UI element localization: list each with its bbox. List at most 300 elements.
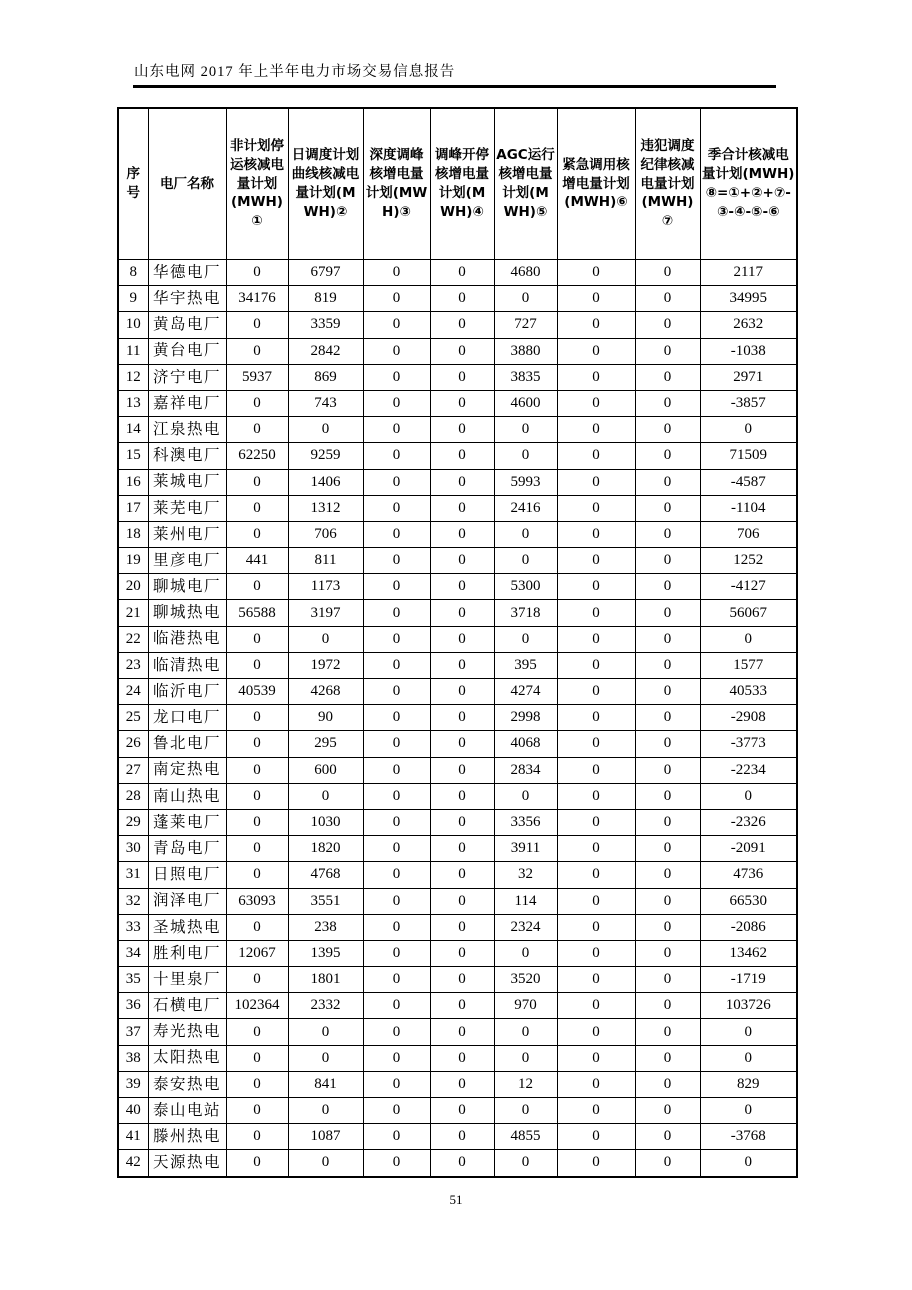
table-cell: 1577 (700, 652, 797, 678)
table-cell: 0 (494, 443, 557, 469)
table-cell: 1395 (288, 940, 363, 966)
table-cell: 0 (635, 1071, 700, 1097)
plant-name: 江泉热电 (148, 417, 226, 443)
table-row (118, 1124, 797, 1150)
table-row (118, 836, 797, 862)
table-header (118, 108, 797, 260)
table-cell: 0 (363, 469, 430, 495)
table-row (118, 888, 797, 914)
plant-name: 天源热电 (148, 1150, 226, 1177)
table-cell: 0 (700, 1019, 797, 1045)
table-cell: 5937 (226, 364, 288, 390)
table-cell: 0 (430, 417, 494, 443)
table-cell: 0 (226, 652, 288, 678)
table-cell: 0 (430, 705, 494, 731)
table-row (118, 1098, 797, 1124)
table-cell: 0 (494, 1045, 557, 1071)
table-cell: 0 (635, 967, 700, 993)
row-seq: 37 (118, 1019, 148, 1045)
table-cell: 0 (557, 521, 635, 547)
table-cell: 0 (363, 1098, 430, 1124)
table-cell: 841 (288, 1071, 363, 1097)
table-cell: 0 (700, 783, 797, 809)
table-cell: 5993 (494, 469, 557, 495)
table-cell: 0 (226, 731, 288, 757)
row-seq: 22 (118, 626, 148, 652)
table-row (118, 390, 797, 416)
table-cell: 4736 (700, 862, 797, 888)
table-cell: 0 (430, 574, 494, 600)
table-cell: 4600 (494, 390, 557, 416)
plant-name: 寿光热电 (148, 1019, 226, 1045)
row-seq: 21 (118, 600, 148, 626)
table-cell: 0 (557, 652, 635, 678)
plant-name: 泰山电站 (148, 1098, 226, 1124)
table-cell: 3880 (494, 338, 557, 364)
table-cell: 970 (494, 993, 557, 1019)
table-cell: 0 (635, 1045, 700, 1071)
table-cell: 0 (494, 1150, 557, 1177)
table-cell: 0 (635, 600, 700, 626)
table-cell: 0 (430, 679, 494, 705)
table-cell: 819 (288, 286, 363, 312)
table-cell: 0 (363, 1150, 430, 1177)
table-cell: 0 (635, 705, 700, 731)
table-cell: 1820 (288, 836, 363, 862)
table-cell: 0 (363, 1124, 430, 1150)
table-cell: 3911 (494, 836, 557, 862)
plant-name: 济宁电厂 (148, 364, 226, 390)
plant-name: 科澳电厂 (148, 443, 226, 469)
table-cell: -2086 (700, 914, 797, 940)
table-cell: 0 (430, 783, 494, 809)
table-cell: 0 (635, 1098, 700, 1124)
table-cell: 0 (635, 783, 700, 809)
table-row (118, 731, 797, 757)
row-seq: 33 (118, 914, 148, 940)
table-cell: 2971 (700, 364, 797, 390)
table-cell: 0 (494, 548, 557, 574)
table-cell: 0 (557, 888, 635, 914)
row-seq: 27 (118, 757, 148, 783)
plant-name: 日照电厂 (148, 862, 226, 888)
row-seq: 20 (118, 574, 148, 600)
table-cell: 1173 (288, 574, 363, 600)
table-cell: 0 (363, 809, 430, 835)
table-cell: 4768 (288, 862, 363, 888)
plant-name: 南山热电 (148, 783, 226, 809)
plant-name: 莱城电厂 (148, 469, 226, 495)
table-cell: 3197 (288, 600, 363, 626)
column-header: 序号 (118, 108, 148, 260)
table-row (118, 312, 797, 338)
table-cell: 0 (226, 1124, 288, 1150)
table-cell: 0 (430, 914, 494, 940)
table-cell: 0 (700, 626, 797, 652)
table-cell: 0 (635, 940, 700, 966)
table-cell: 0 (226, 809, 288, 835)
column-header: 日调度计划曲线核减电量计划(MWH)② (288, 108, 363, 260)
row-seq: 42 (118, 1150, 148, 1177)
table-cell: -1038 (700, 338, 797, 364)
plant-name: 里彦电厂 (148, 548, 226, 574)
table-cell: 743 (288, 390, 363, 416)
table-cell: 0 (226, 757, 288, 783)
table-cell: 0 (226, 626, 288, 652)
table-cell: 13462 (700, 940, 797, 966)
table-cell: -2326 (700, 809, 797, 835)
table-cell: 0 (363, 1045, 430, 1071)
table-cell: 0 (557, 862, 635, 888)
column-header: 电厂名称 (148, 108, 226, 260)
table-cell: 0 (557, 364, 635, 390)
table-cell: 0 (363, 600, 430, 626)
table-cell: 3835 (494, 364, 557, 390)
table-row (118, 548, 797, 574)
plant-name: 泰安热电 (148, 1071, 226, 1097)
table-cell: 0 (635, 652, 700, 678)
table-cell: 71509 (700, 443, 797, 469)
table-cell: 0 (363, 390, 430, 416)
plant-name: 聊城电厂 (148, 574, 226, 600)
table-cell: 4268 (288, 679, 363, 705)
table-cell: 0 (430, 836, 494, 862)
plant-name: 嘉祥电厂 (148, 390, 226, 416)
table-cell: 0 (363, 495, 430, 521)
table-cell: 1406 (288, 469, 363, 495)
table-row (118, 260, 797, 286)
table-cell: 0 (494, 940, 557, 966)
table-cell: -2908 (700, 705, 797, 731)
table-cell: 2117 (700, 260, 797, 286)
table-cell: -4587 (700, 469, 797, 495)
table-cell: 3356 (494, 809, 557, 835)
table-cell: 2842 (288, 338, 363, 364)
table-row (118, 600, 797, 626)
table-cell: 0 (557, 495, 635, 521)
table-cell: 0 (557, 600, 635, 626)
table-cell: 103726 (700, 993, 797, 1019)
table-cell: 0 (430, 888, 494, 914)
plant-name: 莱芜电厂 (148, 495, 226, 521)
column-header: 深度调峰核增电量计划(MWH)③ (363, 108, 430, 260)
table-cell: 0 (635, 862, 700, 888)
table-cell: 62250 (226, 443, 288, 469)
table-cell: 0 (430, 940, 494, 966)
row-seq: 17 (118, 495, 148, 521)
table-cell: 0 (430, 1150, 494, 1177)
table-cell: 0 (635, 888, 700, 914)
table-cell: 0 (557, 574, 635, 600)
table-cell: 2998 (494, 705, 557, 731)
table-cell: 102364 (226, 993, 288, 1019)
table-cell: 0 (635, 914, 700, 940)
page-number: 51 (449, 1192, 463, 1207)
table-row (118, 364, 797, 390)
market-table (117, 107, 798, 1178)
table-cell: 0 (635, 626, 700, 652)
table-cell: 3520 (494, 967, 557, 993)
table-cell: 0 (557, 679, 635, 705)
table-cell: 0 (226, 390, 288, 416)
table-cell: 395 (494, 652, 557, 678)
table-cell: 829 (700, 1071, 797, 1097)
table-row (118, 705, 797, 731)
table-cell: 0 (557, 1098, 635, 1124)
table-cell: 0 (635, 390, 700, 416)
plant-name: 龙口电厂 (148, 705, 226, 731)
table-cell: 0 (363, 417, 430, 443)
table-cell: 0 (430, 757, 494, 783)
table-cell: 0 (700, 1150, 797, 1177)
table-cell: 0 (430, 1071, 494, 1097)
row-seq: 15 (118, 443, 148, 469)
table-cell: 0 (288, 1045, 363, 1071)
table-cell: 0 (363, 548, 430, 574)
table-cell: 0 (557, 626, 635, 652)
table-cell: -3857 (700, 390, 797, 416)
table-cell: 0 (557, 260, 635, 286)
plant-name: 聊城热电 (148, 600, 226, 626)
table-row (118, 626, 797, 652)
table-cell: 0 (226, 260, 288, 286)
table-cell: 32 (494, 862, 557, 888)
table-cell: 1312 (288, 495, 363, 521)
table-cell: 0 (635, 574, 700, 600)
row-seq: 11 (118, 338, 148, 364)
table-cell: 6797 (288, 260, 363, 286)
table-cell: 0 (557, 1124, 635, 1150)
table-row (118, 574, 797, 600)
table-cell: 2632 (700, 312, 797, 338)
plant-name: 石横电厂 (148, 993, 226, 1019)
table-cell: -1104 (700, 495, 797, 521)
table-cell: 0 (430, 626, 494, 652)
plant-name: 临港热电 (148, 626, 226, 652)
table-cell: -3773 (700, 731, 797, 757)
table-cell: 4274 (494, 679, 557, 705)
table-cell: 0 (635, 809, 700, 835)
table-cell: 0 (363, 286, 430, 312)
table-row (118, 495, 797, 521)
table-cell: 0 (363, 888, 430, 914)
plant-name: 莱州电厂 (148, 521, 226, 547)
table-cell: 0 (363, 364, 430, 390)
table-cell: 4068 (494, 731, 557, 757)
plant-name: 润泽电厂 (148, 888, 226, 914)
table-cell: -2091 (700, 836, 797, 862)
row-seq: 28 (118, 783, 148, 809)
column-header: 违犯调度纪律核减电量计划(MWH)⑦ (635, 108, 700, 260)
row-seq: 25 (118, 705, 148, 731)
table-cell: 0 (494, 1019, 557, 1045)
table-cell: 2834 (494, 757, 557, 783)
table-cell: 0 (363, 574, 430, 600)
table-cell: 0 (430, 364, 494, 390)
table-cell: -3768 (700, 1124, 797, 1150)
table-cell: 0 (557, 417, 635, 443)
table-cell: 90 (288, 705, 363, 731)
row-seq: 41 (118, 1124, 148, 1150)
table-cell: 0 (494, 286, 557, 312)
table-row (118, 914, 797, 940)
table-row (118, 993, 797, 1019)
table-cell: 12 (494, 1071, 557, 1097)
table-cell: 0 (288, 1019, 363, 1045)
column-header: AGC运行核增电量计划(MWH)⑤ (494, 108, 557, 260)
table-cell: 0 (226, 312, 288, 338)
table-cell: 0 (635, 1019, 700, 1045)
table-row (118, 652, 797, 678)
table-cell: 706 (700, 521, 797, 547)
table-row (118, 1019, 797, 1045)
table-cell: 0 (635, 1150, 700, 1177)
plant-name: 华德电厂 (148, 260, 226, 286)
table-cell: 0 (363, 993, 430, 1019)
table-cell: 0 (557, 1045, 635, 1071)
table-cell: 34176 (226, 286, 288, 312)
table-cell: 0 (226, 521, 288, 547)
table-cell: 0 (557, 312, 635, 338)
header-rule (133, 85, 776, 88)
table-cell: 0 (363, 967, 430, 993)
table-cell: 0 (557, 1071, 635, 1097)
table-cell: 0 (494, 783, 557, 809)
table-cell: 727 (494, 312, 557, 338)
table-cell: 0 (363, 757, 430, 783)
table-cell: 0 (363, 521, 430, 547)
table-cell: 0 (226, 1150, 288, 1177)
table-cell: 0 (430, 809, 494, 835)
table-cell: 12067 (226, 940, 288, 966)
plant-name: 胜利电厂 (148, 940, 226, 966)
table-cell: 0 (635, 548, 700, 574)
table-cell: 2416 (494, 495, 557, 521)
table-cell: 0 (363, 312, 430, 338)
plant-name: 南定热电 (148, 757, 226, 783)
plant-name: 蓬莱电厂 (148, 809, 226, 835)
table-cell: 238 (288, 914, 363, 940)
table-cell: 0 (430, 967, 494, 993)
table-cell: 0 (226, 705, 288, 731)
table-cell: 811 (288, 548, 363, 574)
table-cell: 0 (557, 783, 635, 809)
table-row (118, 1045, 797, 1071)
table-cell: 3359 (288, 312, 363, 338)
table-cell: 0 (363, 705, 430, 731)
table-cell: 0 (363, 940, 430, 966)
table-cell: 3718 (494, 600, 557, 626)
table-cell: 0 (700, 1045, 797, 1071)
row-seq: 16 (118, 469, 148, 495)
table-cell: 0 (226, 967, 288, 993)
row-seq: 26 (118, 731, 148, 757)
table-body (118, 260, 797, 1177)
table-cell: 0 (226, 1019, 288, 1045)
table-cell: 0 (635, 1124, 700, 1150)
table-cell: 0 (430, 548, 494, 574)
table-cell: 0 (557, 836, 635, 862)
row-seq: 24 (118, 679, 148, 705)
table-cell: 0 (700, 1098, 797, 1124)
plant-name: 圣城热电 (148, 914, 226, 940)
table-cell: 295 (288, 731, 363, 757)
row-seq: 13 (118, 390, 148, 416)
table-cell: 0 (635, 443, 700, 469)
table-cell: 0 (430, 1124, 494, 1150)
table-cell: 0 (700, 417, 797, 443)
plant-name: 十里泉厂 (148, 967, 226, 993)
column-header: 调峰开停核增电量计划(MWH)④ (430, 108, 494, 260)
table-row (118, 338, 797, 364)
table-cell: 0 (430, 600, 494, 626)
table-row (118, 1071, 797, 1097)
table-cell: 0 (557, 809, 635, 835)
table-cell: 0 (557, 548, 635, 574)
row-seq: 12 (118, 364, 148, 390)
table-cell: 0 (363, 914, 430, 940)
table-cell: 0 (430, 521, 494, 547)
table-cell: 0 (635, 338, 700, 364)
table-cell: 0 (635, 731, 700, 757)
plant-name: 鲁北电厂 (148, 731, 226, 757)
table-cell: 3551 (288, 888, 363, 914)
table-cell: 0 (557, 1019, 635, 1045)
table-cell: 0 (430, 1098, 494, 1124)
table-row (118, 1150, 797, 1177)
table-cell: 0 (557, 914, 635, 940)
table-cell: 1087 (288, 1124, 363, 1150)
table-cell: 0 (226, 1071, 288, 1097)
report-title: 山东电网 2017 年上半年电力市场交易信息报告 (134, 64, 456, 80)
table-cell: 0 (430, 469, 494, 495)
table-cell: 0 (363, 862, 430, 888)
table-cell: -2234 (700, 757, 797, 783)
table-cell: 0 (557, 469, 635, 495)
table-row (118, 783, 797, 809)
table-cell: 0 (430, 286, 494, 312)
table-cell: 0 (635, 260, 700, 286)
table-cell: 0 (635, 364, 700, 390)
table-cell: 0 (635, 521, 700, 547)
table-cell: -1719 (700, 967, 797, 993)
table-cell: 0 (430, 495, 494, 521)
table-cell: 600 (288, 757, 363, 783)
table-cell: 0 (226, 574, 288, 600)
table-row (118, 443, 797, 469)
row-seq: 18 (118, 521, 148, 547)
table-cell: 869 (288, 364, 363, 390)
table-cell: 0 (363, 338, 430, 364)
table-cell: 0 (494, 521, 557, 547)
table-cell: 0 (635, 757, 700, 783)
row-seq: 40 (118, 1098, 148, 1124)
table-row (118, 940, 797, 966)
table-row (118, 967, 797, 993)
plant-name: 黄岛电厂 (148, 312, 226, 338)
table-cell: 0 (635, 836, 700, 862)
table-cell: 0 (226, 862, 288, 888)
table-cell: 0 (635, 286, 700, 312)
row-seq: 23 (118, 652, 148, 678)
table-cell: 0 (226, 783, 288, 809)
table-cell: 0 (557, 1150, 635, 1177)
row-seq: 8 (118, 260, 148, 286)
plant-name: 黄台电厂 (148, 338, 226, 364)
table-cell: 0 (635, 417, 700, 443)
table-cell: 0 (226, 1045, 288, 1071)
table-cell: 9259 (288, 443, 363, 469)
